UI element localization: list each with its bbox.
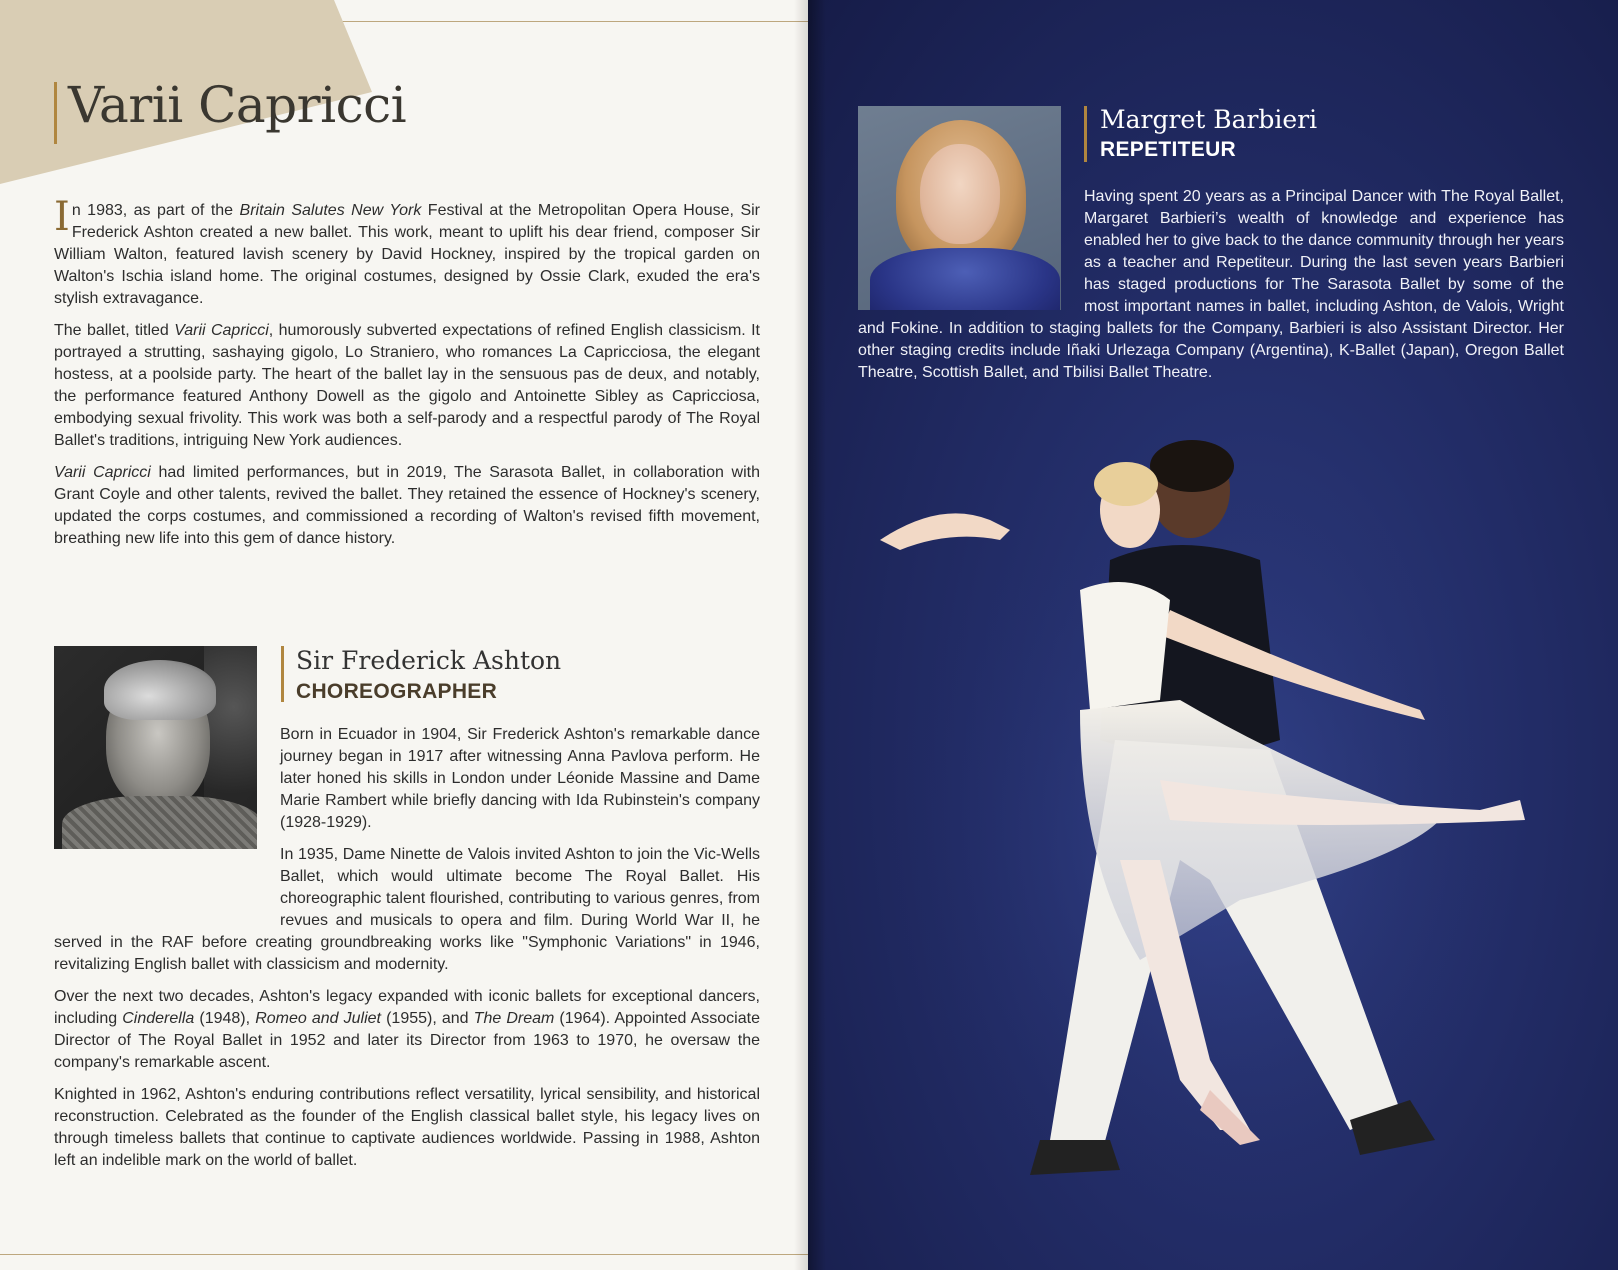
intro-text bbox=[54, 194, 760, 560]
left-page bbox=[0, 0, 808, 1270]
intro-p2-text-a: The ballet, titled bbox=[54, 322, 175, 339]
intro-p2-ballet-title: Varii Capricci bbox=[174, 322, 269, 339]
ballet-the-dream: The Dream bbox=[473, 1010, 555, 1027]
barbieri-accent-bar bbox=[1084, 106, 1087, 162]
ballet-romeo-and-juliet: Romeo and Juliet bbox=[255, 1010, 381, 1027]
barbieri-role: REPETITEUR bbox=[1100, 138, 1237, 161]
intro-p1-text-a: n 1983, as part of the bbox=[71, 202, 240, 219]
bottom-rule bbox=[0, 1254, 808, 1255]
ashton-role: CHOREOGRAPHER bbox=[296, 680, 498, 703]
intro-p1-text-b: Festival at the Metropolitan Opera House, Sir Frederick Ashton created a new ballet. This work, meant to uplift his dear friend, composer Sir William Walton, featured lavish scenery by David Hockney, inspired by the tropical garden on Walton's Ischia island home. The original costumes, designed by Ossie Clark, exuded the era's stylish extravagance. bbox=[54, 202, 760, 307]
ashton-name: Sir Frederick Ashton bbox=[296, 646, 562, 675]
intro-paragraph-2 bbox=[54, 320, 760, 452]
barbieri-bio bbox=[858, 186, 1564, 384]
title-accent-bar bbox=[54, 82, 57, 144]
ashton-bio-paragraph-4: Knighted in 1962, Ashton's enduring contributions reflect versatility, lyrical sensibility, and historical reconstruction. Celebrated as the founder of the English classical ballet style, his legacy lives on through timeless ballets that continue to captivate audiences worldwide. Passing in 1988, Ashton left an indelible mark on the world of ballet. bbox=[54, 1086, 760, 1169]
dropcap: I bbox=[54, 194, 70, 240]
intro-paragraph-3 bbox=[54, 462, 760, 550]
ashton-accent-bar bbox=[281, 646, 284, 702]
ballet-cinderella: Cinderella bbox=[122, 1010, 195, 1027]
barbieri-name: Margret Barbieri bbox=[1100, 105, 1318, 134]
intro-p3-ballet-title: Varii Capricci bbox=[54, 464, 151, 481]
ashton-bio-paragraph-1: Born in Ecuador in 1904, Sir Frederick Ashton's remarkable dance journey began in 1917 after witnessing Anna Pavlova perform. He later honed his skills in London under Léonide Massine and Dame Marie Rambert while briefly dancing with Ida Rubinstein's company (1928-1929). bbox=[280, 726, 760, 831]
ashton-bio bbox=[54, 724, 760, 1182]
intro-paragraph-1 bbox=[54, 194, 760, 310]
intro-p2-text-b: , humorously subverted expectations of refined English classicism. It portrayed a strutting, sashaying gigolo, Lo Straniero, who romances La Capricciosa, the elegant hostess, at a poolside party. The heart of the ballet lay in the sensuous pas de deux, and notably, the performance featured Anthony Dowell as the gigolo and Antoinette Sibley as Capricciosa, embodying sexual frivolity. This work was both a self-parody and a respectful parody of The Royal Ballet's traditions, intriguing New York audiences. bbox=[54, 322, 760, 449]
page-title: Varii Capricci bbox=[68, 76, 407, 134]
dancers-photo bbox=[880, 440, 1600, 1240]
barbieri-bio-paragraph: Having spent 20 years as a Principal Dancer with The Royal Ballet, Margaret Barbieri’s wealth of knowledge and experience has enabled her to give back to the dance community through her years as a teacher and Repetiteur. During the last seven years Barbieri has staged productions for The Sarasota Ballet by some of the most important names in ballet, including Ashton, de Valois, Wright and Fokine. In addition to staging ballets for the Company, Barbieri is also Assistant Director. Her other staging credits include Iñaki Urlezaga Company (Argentina), K-Ballet (Japan), Oregon Ballet Theatre, Scottish Ballet, and Tbilisi Ballet Theatre. bbox=[858, 188, 1564, 381]
ashton-bio-paragraph-3: Over the next two decades, Ashton's legacy expanded with iconic ballets for exceptional dancers, including Cinderella (1948), Romeo and Juliet (1955), and The Dream (1964). Appointed Associate Director of The Royal Ballet in 1952 and later its Director from 1963 to 1970, he oversaw the company's remarkable ascent. bbox=[54, 988, 760, 1071]
intro-p3-text: had limited performances, but in 2019, The Sarasota Ballet, in collaboration with Grant Coyle and other talents, revived the ballet. They retained the essence of Hockney's scenery, updated the corps costumes, and commissioned a recording of Walton's revised fifth movement, breathing new life into this gem of dance history. bbox=[54, 464, 760, 547]
ashton-bio-paragraph-2: In 1935, Dame Ninette de Valois invited Ashton to join the Vic-Wells Ballet, which would ultimate become The Royal Ballet. His choreographic talent flourished, contributing to various genres, from revues and musicals to opera and film. During World War II, he served in the RAF before creating groundbreaking works like "Symphonic Variations" in 1946, revitalizing English ballet with classicism and modernity. bbox=[54, 846, 760, 973]
intro-p1-festival-name: Britain Salutes New York bbox=[239, 202, 422, 219]
